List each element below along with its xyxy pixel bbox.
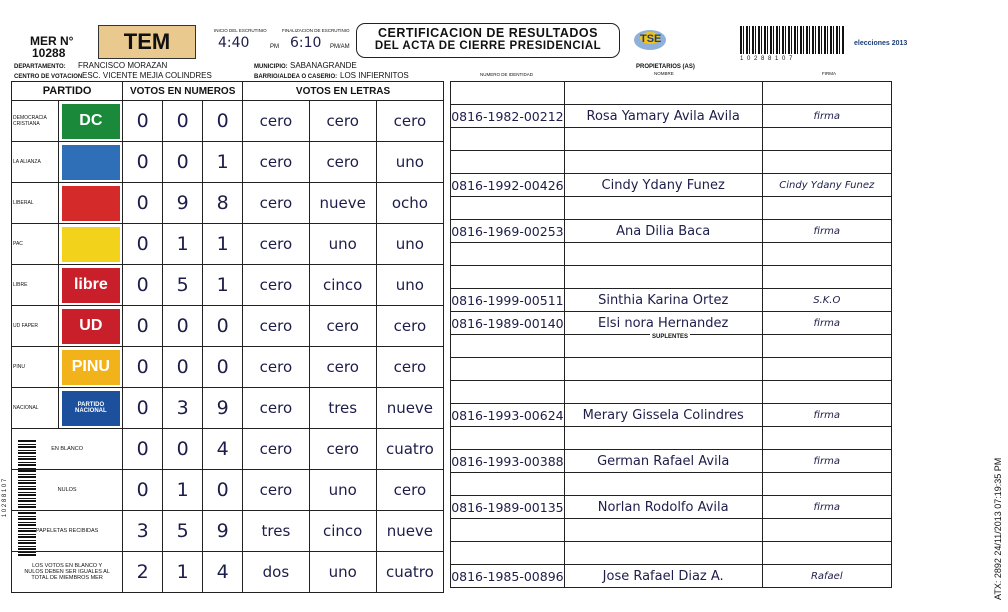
member-signature: Rafael — [762, 565, 891, 588]
header-partido: PARTIDO — [12, 82, 123, 101]
finalizacion-label: FINALIZACION DE ESCRUTINIO — [282, 28, 350, 33]
member-name — [564, 542, 762, 565]
member-id: 0816-1985-00896 — [451, 565, 565, 588]
vote-word: cuatro — [376, 552, 443, 593]
vote-digit: 0 — [163, 101, 203, 142]
vote-digit: 0 — [123, 347, 163, 388]
propietarios-label: PROPIETARIOS (AS) — [636, 64, 695, 70]
member-signature — [762, 427, 891, 450]
party-logo-box — [62, 309, 120, 344]
vote-word: cuatro — [376, 429, 443, 470]
vote-digit: 9 — [203, 511, 243, 552]
member-signature: firma — [762, 220, 891, 243]
top-barcode — [740, 26, 844, 54]
member-name: Elsi nora Hernandez — [564, 312, 762, 335]
member-id — [451, 243, 565, 266]
vote-word: cero — [243, 470, 310, 511]
member-signature: firma — [762, 496, 891, 519]
vote-row — [12, 470, 444, 511]
member-signature — [762, 266, 891, 289]
vote-digit: 1 — [163, 224, 203, 265]
member-id: 0816-1993-00624 — [451, 404, 565, 427]
member-id — [451, 358, 565, 381]
member-name — [564, 151, 762, 174]
member-row — [451, 427, 892, 450]
member-signature — [762, 542, 891, 565]
title-line2: DEL ACTA DE CIERRE PRESIDENCIAL — [374, 40, 602, 52]
party-logo — [59, 101, 123, 142]
side-barcode-number: 1 0 2 8 8 1 0 7 — [2, 478, 9, 518]
vote-word: cero — [243, 183, 310, 224]
tem-badge — [98, 25, 196, 59]
member-row — [451, 473, 892, 496]
party-name: LIBERAL — [12, 183, 59, 224]
vote-word: cero — [309, 142, 376, 183]
party-name: EN BLANCO — [12, 429, 123, 470]
member-name: Sinthia Karina Ortez — [564, 289, 762, 312]
member-signature: firma — [762, 105, 891, 128]
vote-word: cinco — [309, 511, 376, 552]
member-id — [451, 427, 565, 450]
suplentes-label: SUPLENTES — [652, 334, 689, 340]
member-name: German Rafael Avila — [564, 450, 762, 473]
vote-word: cinco — [309, 265, 376, 306]
vote-digit: 2 — [123, 552, 163, 593]
party-logo-box — [62, 145, 120, 180]
vote-word: uno — [309, 470, 376, 511]
municipio-label: MUNICIPIO: — [254, 64, 288, 70]
departamento-value: FRANCISCO MORAZAN — [78, 61, 168, 70]
party-logo-text: DC — [79, 112, 103, 129]
member-id: 0816-1969-00253 — [451, 220, 565, 243]
vote-digit: 3 — [123, 511, 163, 552]
member-signature — [762, 151, 891, 174]
party-name: PAC — [12, 224, 59, 265]
vote-digit: 1 — [203, 142, 243, 183]
member-signature — [762, 519, 891, 542]
vote-word: cero — [243, 224, 310, 265]
party-logo-box — [62, 391, 120, 426]
member-signature: firma — [762, 404, 891, 427]
member-name — [564, 519, 762, 542]
vote-digit: 1 — [163, 470, 203, 511]
vote-digit: 0 — [203, 101, 243, 142]
vote-digit: 9 — [203, 388, 243, 429]
member-row — [451, 358, 892, 381]
vote-digit: 8 — [203, 183, 243, 224]
vote-digit: 0 — [123, 265, 163, 306]
title-line1: CERTIFICACION DE RESULTADOS — [378, 26, 598, 40]
centro-value: ESC. VICENTE MEJIA COLINDRES — [82, 71, 212, 80]
col-id-label: NUMERO DE IDENTIDAD — [480, 72, 534, 77]
member-row — [451, 151, 892, 174]
member-row — [451, 197, 892, 220]
member-row — [451, 496, 892, 519]
member-row — [451, 128, 892, 151]
member-id — [451, 473, 565, 496]
party-logo — [59, 347, 123, 388]
vote-digit: 1 — [203, 265, 243, 306]
member-id — [451, 542, 565, 565]
tse-text: TSE — [640, 33, 662, 45]
vote-digit: 0 — [123, 470, 163, 511]
party-name: LOS VOTOS EN BLANCO Y NULOS DEBEN SER IGUALES AL TOTAL DE MIEMBROS MER — [12, 552, 123, 593]
title-box — [356, 23, 620, 58]
member-signature: firma — [762, 450, 891, 473]
vote-digit: 3 — [163, 388, 203, 429]
vote-row — [12, 347, 444, 388]
party-name: PINU — [12, 347, 59, 388]
vote-word: cero — [376, 347, 443, 388]
vote-digit: 0 — [163, 306, 203, 347]
member-row — [451, 542, 892, 565]
member-id — [451, 519, 565, 542]
member-signature — [762, 243, 891, 266]
member-signature — [762, 358, 891, 381]
member-row — [451, 312, 892, 335]
header-letras: VOTOS EN LETRAS — [243, 82, 444, 101]
party-name: NULOS — [12, 470, 123, 511]
vote-word: nueve — [376, 388, 443, 429]
member-id: 0816-1993-00388 — [451, 450, 565, 473]
member-name: Cindy Ydany Funez — [564, 174, 762, 197]
municipio-value: SABANAGRANDE — [290, 61, 357, 70]
vote-word: cero — [309, 429, 376, 470]
hora-fin: 6:10 — [290, 35, 322, 51]
party-logo — [59, 142, 123, 183]
votes-table — [11, 81, 444, 593]
vote-word: cero — [243, 306, 310, 347]
party-name: UD FAPER — [12, 306, 59, 347]
member-id — [451, 381, 565, 404]
vote-word: cero — [376, 306, 443, 347]
member-name — [564, 82, 762, 105]
vote-row — [12, 224, 444, 265]
member-id — [451, 266, 565, 289]
member-id — [451, 128, 565, 151]
member-signature: Cindy Ydany Funez — [762, 174, 891, 197]
vote-digit: 0 — [203, 347, 243, 388]
party-logo-box — [62, 227, 120, 262]
elecciones-logo: elecciones 2013 — [854, 40, 908, 47]
party-logo — [59, 306, 123, 347]
hora-inicio: 4:40 — [218, 35, 250, 51]
vote-word: tres — [243, 511, 310, 552]
mer-label: MER N° — [30, 34, 74, 48]
pm-label: PM — [270, 44, 279, 50]
col-name-label: NOMBRE — [654, 71, 674, 76]
vote-word: uno — [376, 142, 443, 183]
vote-digit: 0 — [203, 306, 243, 347]
party-logo-text: PARTIDO NACIONAL — [75, 402, 107, 414]
party-logo-text: libre — [73, 276, 108, 293]
party-name: NACIONAL — [12, 388, 59, 429]
party-logo-box — [62, 268, 120, 303]
member-name: Ana Dilia Baca — [564, 220, 762, 243]
member-signature — [762, 197, 891, 220]
member-row — [451, 450, 892, 473]
vote-word: cero — [243, 388, 310, 429]
vote-digit: 0 — [203, 470, 243, 511]
member-id: 0816-1989-00140 — [451, 312, 565, 335]
member-row — [451, 82, 892, 105]
member-signature: S.K.O — [762, 289, 891, 312]
vote-row — [12, 552, 444, 593]
party-logo — [59, 183, 123, 224]
vote-row — [12, 388, 444, 429]
member-row — [451, 220, 892, 243]
vote-digit: 5 — [163, 511, 203, 552]
vote-digit: 1 — [163, 552, 203, 593]
member-name — [564, 473, 762, 496]
vote-word: cero — [309, 306, 376, 347]
vote-word: nueve — [309, 183, 376, 224]
vote-word: cero — [376, 101, 443, 142]
vote-digit: 0 — [163, 347, 203, 388]
member-id: 0816-1992-00426 — [451, 174, 565, 197]
member-id — [451, 82, 565, 105]
vote-digit: 0 — [163, 142, 203, 183]
member-row — [451, 565, 892, 588]
vote-digit: 0 — [123, 429, 163, 470]
vote-digit: 1 — [203, 224, 243, 265]
vote-digit: 0 — [123, 183, 163, 224]
barrio-value: LOS INFIERNITOS — [340, 71, 409, 80]
vote-row — [12, 429, 444, 470]
inicio-label: INICIO DEL ESCRUTINIO — [214, 28, 267, 33]
centro-label: CENTRO DE VOTACION: — [14, 74, 85, 80]
vote-word: cero — [243, 265, 310, 306]
tse-logo — [630, 26, 686, 54]
party-logo-box — [62, 104, 120, 139]
vote-digit: 4 — [203, 552, 243, 593]
vote-row — [12, 511, 444, 552]
party-logo-box — [62, 186, 120, 221]
member-id — [451, 197, 565, 220]
vote-digit: 0 — [123, 388, 163, 429]
vote-word: uno — [309, 224, 376, 265]
margin-labels — [896, 81, 926, 601]
party-logo — [59, 388, 123, 429]
vote-row — [12, 101, 444, 142]
member-row — [451, 266, 892, 289]
member-name: Merary Gissela Colindres — [564, 404, 762, 427]
member-name — [564, 197, 762, 220]
vote-word: uno — [376, 224, 443, 265]
vote-row — [12, 142, 444, 183]
member-row — [451, 243, 892, 266]
vote-digit: 0 — [123, 224, 163, 265]
vote-digit: 9 — [163, 183, 203, 224]
party-name: PAPELETAS RECIBIDAS — [12, 511, 123, 552]
vote-word: dos — [243, 552, 310, 593]
barrio-label: BARRIO/ALDEA O CASERIO: — [254, 74, 338, 80]
timestamp-vertical: ATX: 2892 24/11/2013 07:19:35 PM — [993, 457, 1003, 600]
party-name: LA ALIANZA — [12, 142, 59, 183]
member-id: 0816-1989-00135 — [451, 496, 565, 519]
member-name — [564, 358, 762, 381]
party-logo — [59, 224, 123, 265]
vote-word: uno — [376, 265, 443, 306]
vote-word: cero — [376, 470, 443, 511]
pmam-label: PM/AM — [330, 44, 350, 50]
member-id — [451, 151, 565, 174]
party-logo-text: PINU — [71, 358, 110, 375]
member-signature — [762, 381, 891, 404]
party-logo-text: UD — [79, 317, 103, 334]
party-logo — [59, 265, 123, 306]
member-name — [564, 266, 762, 289]
vote-word: cero — [243, 142, 310, 183]
vote-row — [12, 183, 444, 224]
member-row — [451, 404, 892, 427]
member-row — [451, 174, 892, 197]
member-row — [451, 105, 892, 128]
member-name — [564, 243, 762, 266]
member-name — [564, 128, 762, 151]
vote-word: cero — [243, 429, 310, 470]
party-name: LIBRE — [12, 265, 59, 306]
member-signature: firma — [762, 312, 891, 335]
member-signature — [762, 128, 891, 151]
member-signature — [762, 473, 891, 496]
vote-digit: 0 — [123, 306, 163, 347]
member-id — [451, 335, 565, 358]
vote-word: nueve — [376, 511, 443, 552]
member-row — [451, 381, 892, 404]
top-barcode-number: 1 0 2 8 8 1 0 7 — [740, 56, 794, 62]
party-name: DEMOCRACIA CRISTIANA — [12, 101, 59, 142]
member-signature — [762, 335, 891, 358]
member-name: Rosa Yamary Avila Avila — [564, 105, 762, 128]
member-signature — [762, 82, 891, 105]
vote-word: ocho — [376, 183, 443, 224]
vote-digit: 0 — [123, 101, 163, 142]
vote-digit: 5 — [163, 265, 203, 306]
member-row — [451, 519, 892, 542]
member-id: 0816-1999-00511 — [451, 289, 565, 312]
member-name: Norlan Rodolfo Avila — [564, 496, 762, 519]
departamento-label: DEPARTAMENTO: — [14, 64, 66, 70]
member-name — [564, 381, 762, 404]
vote-word: cero — [243, 101, 310, 142]
vote-word: tres — [309, 388, 376, 429]
vote-word: cero — [309, 101, 376, 142]
vote-word: uno — [309, 552, 376, 593]
vote-row — [12, 306, 444, 347]
vote-digit: 4 — [203, 429, 243, 470]
header-numeros: VOTOS EN NUMEROS — [123, 82, 243, 101]
mer-number: 10288 — [32, 46, 66, 60]
vote-row — [12, 265, 444, 306]
member-name: Jose Rafael Diaz A. — [564, 565, 762, 588]
member-id: 0816-1982-00212 — [451, 105, 565, 128]
member-row — [451, 289, 892, 312]
tem-text: TEM — [123, 29, 171, 54]
party-logo-box — [62, 350, 120, 385]
vote-digit: 0 — [163, 429, 203, 470]
member-name — [564, 427, 762, 450]
vote-word: cero — [309, 347, 376, 388]
col-sig-label: FIRMA — [822, 71, 836, 76]
vote-digit: 0 — [123, 142, 163, 183]
vote-word: cero — [243, 347, 310, 388]
